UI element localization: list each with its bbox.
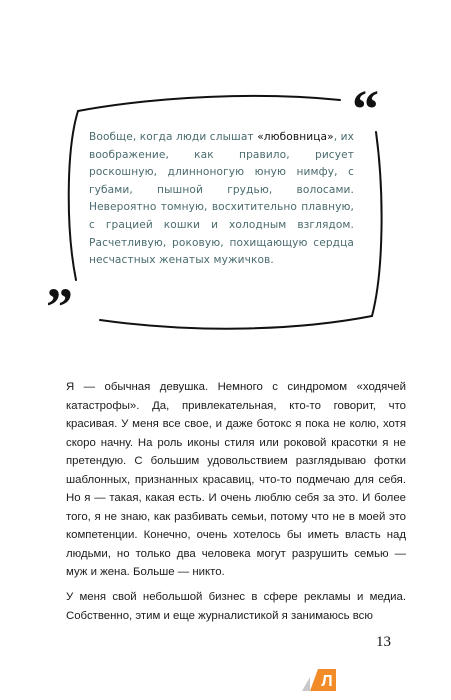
quote-frame-bottom-curve: [100, 316, 372, 329]
pull-quote-highlight: «любовница»: [257, 131, 334, 143]
body-paragraph-2: У меня свой небольшой бизнес в сфере рекламы и медиа. Собственно, этим и еще журналистикой я занимаюсь всю: [66, 591, 406, 622]
publisher-logo-icon: [300, 663, 338, 695]
body-paragraph-1: Я — обычная девушка. Немного с синдромом «ходячей катастрофы». Да, привлекательная, кто-то говорит, что красивая. У меня все свое, и даже ботокс я пока не колю, хотя скоро начну. На роль иконы стиля или роковой красотки я не претендую. С большим удовольствием разглядываю фотки шаблонных, признанных красавиц, что-то подмечаю для себя. Но я — такая, какая есть. И очень люблю себя за это. И более того, я не знаю, как разбивать семьи, потому что не в моей это компетенции. Конечно, очень хотелось бы иметь власть над людьми, но только два человека могут разрушить семью — муж и жена. Больше — никто.: [66, 381, 406, 578]
quote-frame-top-curve: [78, 96, 340, 111]
pull-quote-end: , их воображение, как правило, рисует роскошную, длинноногую юную нимфу, с губами, пышной грудью, волосами. Невероятно томную, восхитительно плавную, с грацией кошки и холодным взглядом. Расчетливую, роковую, похищающую сердца несчастных женатых мужичков.: [89, 131, 355, 267]
close-quote-icon: ”: [46, 277, 73, 337]
pull-quote: [89, 129, 354, 270]
pull-quote-start: Вообще, когда люди слышат: [89, 131, 258, 143]
publisher-logo-letter: Л: [321, 673, 333, 690]
quote-frame-right-curve: [372, 132, 382, 316]
quote-frame-left-curve: [69, 111, 78, 280]
open-quote-icon: “: [352, 79, 379, 139]
page-number: 13: [376, 634, 391, 650]
